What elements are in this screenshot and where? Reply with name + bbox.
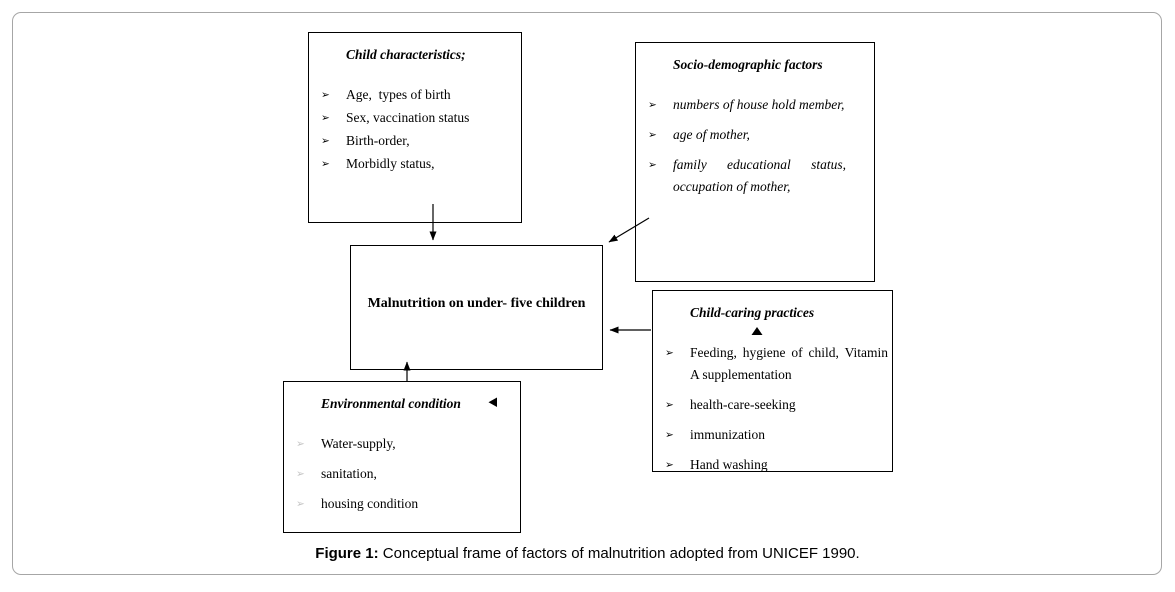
list-item <box>284 463 520 485</box>
list-item <box>653 454 892 476</box>
list-item <box>284 433 520 455</box>
bullet-arrow-icon: ➢ <box>665 347 674 359</box>
box-title: Environmental condition <box>321 396 461 411</box>
box-title: Child characteristics; <box>346 47 466 62</box>
list-item-text: Sex, vaccination status <box>346 110 470 125</box>
bullet-arrow-icon: ➢ <box>296 498 305 510</box>
bullet-list <box>284 433 520 515</box>
bullet-arrow-icon: ➢ <box>665 399 674 411</box>
list-item <box>309 130 521 152</box>
box-title: Child-caring practices <box>690 305 815 320</box>
list-item-text: age of mother, <box>673 127 750 142</box>
list-item-text: Hand washing <box>690 457 768 472</box>
box-environmental-condition <box>283 381 521 533</box>
bullet-list <box>653 342 892 476</box>
box-child-characteristics <box>308 32 522 223</box>
bullet-arrow-icon: ➢ <box>321 89 330 101</box>
list-item-text: Morbidly status, <box>346 156 435 171</box>
bullet-arrow-icon: ➢ <box>296 438 305 450</box>
list-item <box>653 424 892 446</box>
figure-caption-text: Conceptual frame of factors of malnutrition adopted from UNICEF 1990. <box>382 545 860 562</box>
list-item <box>309 153 521 175</box>
bullet-arrow-icon: ➢ <box>321 135 330 147</box>
list-item <box>309 84 521 106</box>
list-item-text: family educational status, occupation of mother, <box>673 157 846 194</box>
list-item-text: immunization <box>690 427 765 442</box>
list-item-text: health-care-seeking <box>690 397 796 412</box>
box-socio-demographic <box>635 42 875 282</box>
list-item <box>653 394 892 416</box>
list-item-text: Age, types of birth <box>346 87 451 102</box>
bullet-arrow-icon: ➢ <box>665 429 674 441</box>
list-item <box>653 342 892 386</box>
list-item <box>309 107 521 129</box>
list-item <box>636 94 874 116</box>
bullet-arrow-icon: ➢ <box>665 459 674 471</box>
bullet-arrow-icon: ➢ <box>321 112 330 124</box>
list-item-text: Birth-order, <box>346 133 410 148</box>
bullet-list <box>636 94 874 198</box>
list-item-text: sanitation, <box>321 466 377 481</box>
bullet-arrow-icon: ➢ <box>648 129 657 141</box>
list-item-text: housing condition <box>321 496 419 511</box>
box-malnutrition-central <box>350 245 603 370</box>
central-box-label: Malnutrition on under- five children <box>367 295 586 311</box>
bullet-arrow-icon: ➢ <box>321 158 330 170</box>
list-item-text: Feeding, hygiene of child, Vitamin A supplementation <box>690 345 888 382</box>
figure-caption-label: Figure 1: <box>315 545 379 562</box>
box-child-caring-practices <box>652 290 893 472</box>
figure-caption <box>0 545 1175 562</box>
list-item-text: Water-supply, <box>321 436 396 451</box>
list-item <box>636 124 874 146</box>
bullet-arrow-icon: ➢ <box>648 159 657 171</box>
box-title: Socio-demographic factors <box>673 57 823 72</box>
list-item <box>636 154 874 198</box>
list-item-text: numbers of house hold member, <box>673 97 845 112</box>
bullet-arrow-icon: ➢ <box>296 468 305 480</box>
bullet-arrow-icon: ➢ <box>648 99 657 111</box>
list-item <box>284 493 520 515</box>
bullet-list <box>309 84 521 175</box>
